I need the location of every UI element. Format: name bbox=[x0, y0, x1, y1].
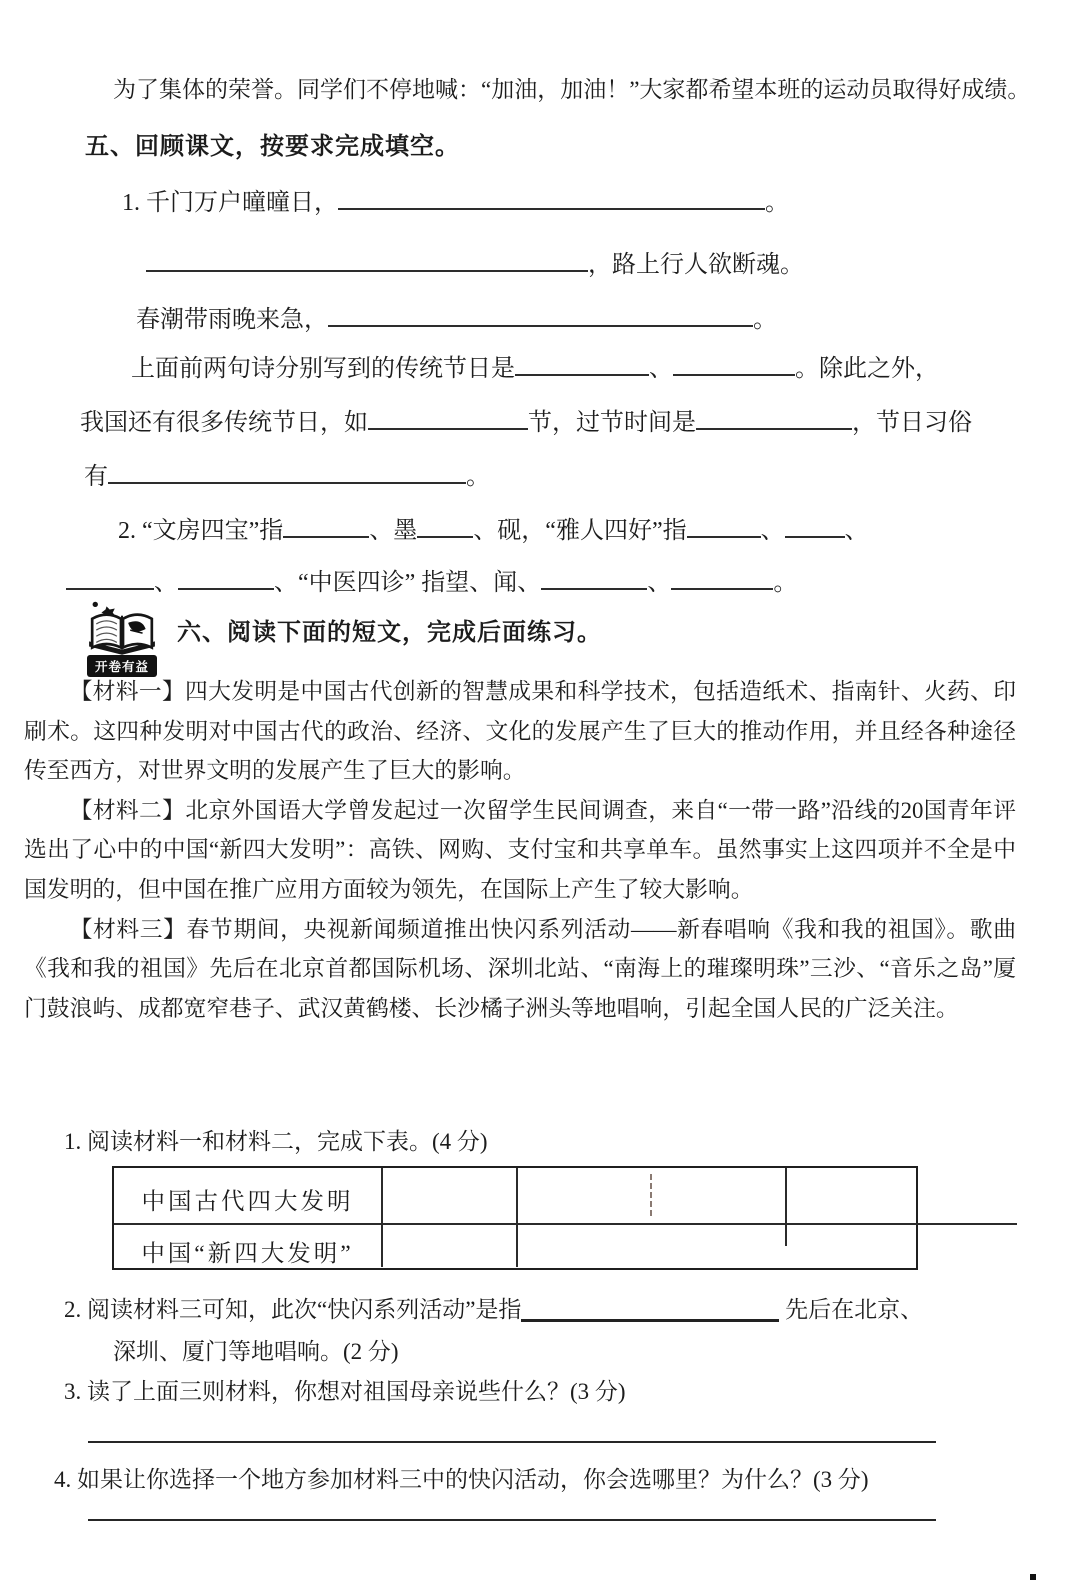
four-treasures-line-2 bbox=[66, 568, 797, 598]
blank-underline bbox=[541, 583, 647, 590]
answer-line bbox=[88, 1441, 936, 1443]
text-segment: 。 bbox=[765, 190, 789, 216]
answer-line bbox=[88, 1519, 936, 1521]
text-segment: ，节日习俗 bbox=[852, 410, 972, 436]
text-segment: 。除此之外， bbox=[795, 356, 939, 382]
festival-line-2 bbox=[80, 408, 972, 438]
text-segment: 节，过节时间是 bbox=[528, 410, 696, 436]
table-divider bbox=[381, 1168, 383, 1267]
poem-line-1 bbox=[122, 188, 789, 218]
material-1-paragraph: 【材料一】四大发明是中国古代创新的智慧成果和科学技术，包括造纸术、指南针、火药、印刷术。这四种发明对中国古代的政治、经济、文化的发展产生了巨大的推动作用，并且经各种途径传至西方，对世界文明的发展产生了巨大的影响。 bbox=[24, 679, 1016, 784]
text-segment: 、 bbox=[760, 518, 785, 544]
reading-question-4: 4. 如果让你选择一个地方参加材料三中的快闪活动，你会选哪里？为什么？(3 分) bbox=[54, 1467, 869, 1492]
text-segment: 、 bbox=[154, 570, 178, 596]
text-segment: 我国还有很多传统节日，如 bbox=[80, 410, 368, 436]
table-row-label: 中国“新四大发明” bbox=[141, 1241, 354, 1267]
text-segment: 、 bbox=[649, 356, 673, 382]
text-segment: 、砚，“雅人四好”指 bbox=[473, 518, 687, 544]
blank-underline bbox=[696, 423, 852, 430]
text-segment: 有 bbox=[84, 464, 108, 490]
text-segment: 、墨 bbox=[369, 518, 418, 544]
blank-underline bbox=[108, 477, 466, 484]
table-divider bbox=[516, 1168, 518, 1267]
section6-title: 六、阅读下面的短文，完成后面练习。 bbox=[177, 620, 602, 646]
blank-underline bbox=[283, 531, 369, 538]
text-segment: 2. “文房四宝”指 bbox=[118, 518, 284, 544]
answer-table bbox=[112, 1166, 918, 1270]
reading-question-2 bbox=[64, 1296, 923, 1325]
festival-line-1 bbox=[131, 354, 939, 384]
text-segment: 1. 千门万户曈曈日， bbox=[122, 190, 338, 216]
reading-materials bbox=[24, 672, 1016, 1028]
four-treasures-line-1 bbox=[118, 516, 869, 546]
blank-underline bbox=[328, 320, 753, 327]
blank-underline bbox=[687, 531, 761, 538]
material-2-paragraph: 【材料二】北京外国语大学曾发起过一次留学生民间调查，来自“一带一路”沿线的20国青年评选出了心中的中国“新四大发明”：高铁、网购、支付宝和共享单车。虽然事实上这四项并不全是中国发明的，但中国在推广应用方面较为领先，在国际上产生了较大影响。 bbox=[24, 797, 1016, 902]
badge-label: 开卷有益 bbox=[87, 655, 157, 677]
text-segment: 春潮带雨晚来急， bbox=[136, 307, 328, 333]
reading-question-3: 3. 读了上面三则材料，你想对祖国母亲说些什么？(3 分) bbox=[64, 1379, 626, 1404]
text-segment: 2. 阅读材料三可知，此次“快闪系列活动”是指 bbox=[64, 1297, 522, 1322]
blank-underline bbox=[146, 265, 588, 272]
text-segment: 、 bbox=[647, 570, 672, 596]
festival-line-3 bbox=[84, 462, 490, 492]
blank-underline bbox=[417, 531, 473, 538]
table-divider-dashed bbox=[650, 1174, 652, 1216]
scan-artifact-dot bbox=[1030, 1574, 1036, 1580]
open-book-icon bbox=[86, 598, 158, 656]
table-row-label: 中国古代四大发明 bbox=[141, 1189, 354, 1215]
text-segment: 上面前两句诗分别写到的传统节日是 bbox=[131, 356, 515, 382]
blank-underline bbox=[178, 583, 274, 590]
blank-underline bbox=[368, 423, 528, 430]
reading-question-2-line-2: 深圳、厦门等地唱响。(2 分) bbox=[113, 1339, 399, 1364]
text-segment: ，路上行人欲断魂。 bbox=[588, 252, 804, 278]
text-segment: 。 bbox=[753, 307, 777, 333]
text-segment: 。 bbox=[466, 464, 490, 490]
blank-underline bbox=[515, 369, 649, 376]
poem-line-2 bbox=[146, 250, 804, 280]
blank-underline bbox=[66, 583, 154, 590]
blank-underline bbox=[338, 203, 765, 210]
text-segment: 、 bbox=[844, 518, 869, 544]
blank-underline bbox=[673, 369, 795, 376]
section5-title: 五、回顾课文，按要求完成填空。 bbox=[85, 134, 460, 160]
poem-line-3 bbox=[136, 305, 777, 335]
blank-underline bbox=[785, 531, 845, 538]
blank-underline bbox=[521, 1314, 779, 1322]
table-divider bbox=[785, 1168, 787, 1246]
intro-paragraph: 为了集体的荣誉。同学们不停地喊：“加油，加油！”大家都希望本班的运动员取得好成绩。 bbox=[113, 77, 1031, 102]
blank-underline bbox=[671, 583, 773, 590]
table-row-divider bbox=[114, 1223, 1017, 1225]
text-segment: 、“中医四诊” 指望、闻、 bbox=[274, 570, 542, 596]
text-segment: 。 bbox=[773, 570, 798, 596]
text-segment: 先后在北京、 bbox=[785, 1297, 924, 1322]
material-3-paragraph: 【材料三】春节期间，央视新闻频道推出快闪系列活动——新春唱响《我和我的祖国》。歌曲《我和我的祖国》先后在北京首都国际机场、深圳北站、“南海上的璀璨明珠”三沙、“音乐之岛”厦门鼓浪屿、成都宽窄巷子、武汉黄鹤楼、长沙橘子洲头等地唱响，引起全国人民的广泛关注。 bbox=[24, 916, 1016, 1021]
reading-question-1: 1. 阅读材料一和材料二，完成下表。(4 分) bbox=[64, 1129, 488, 1154]
